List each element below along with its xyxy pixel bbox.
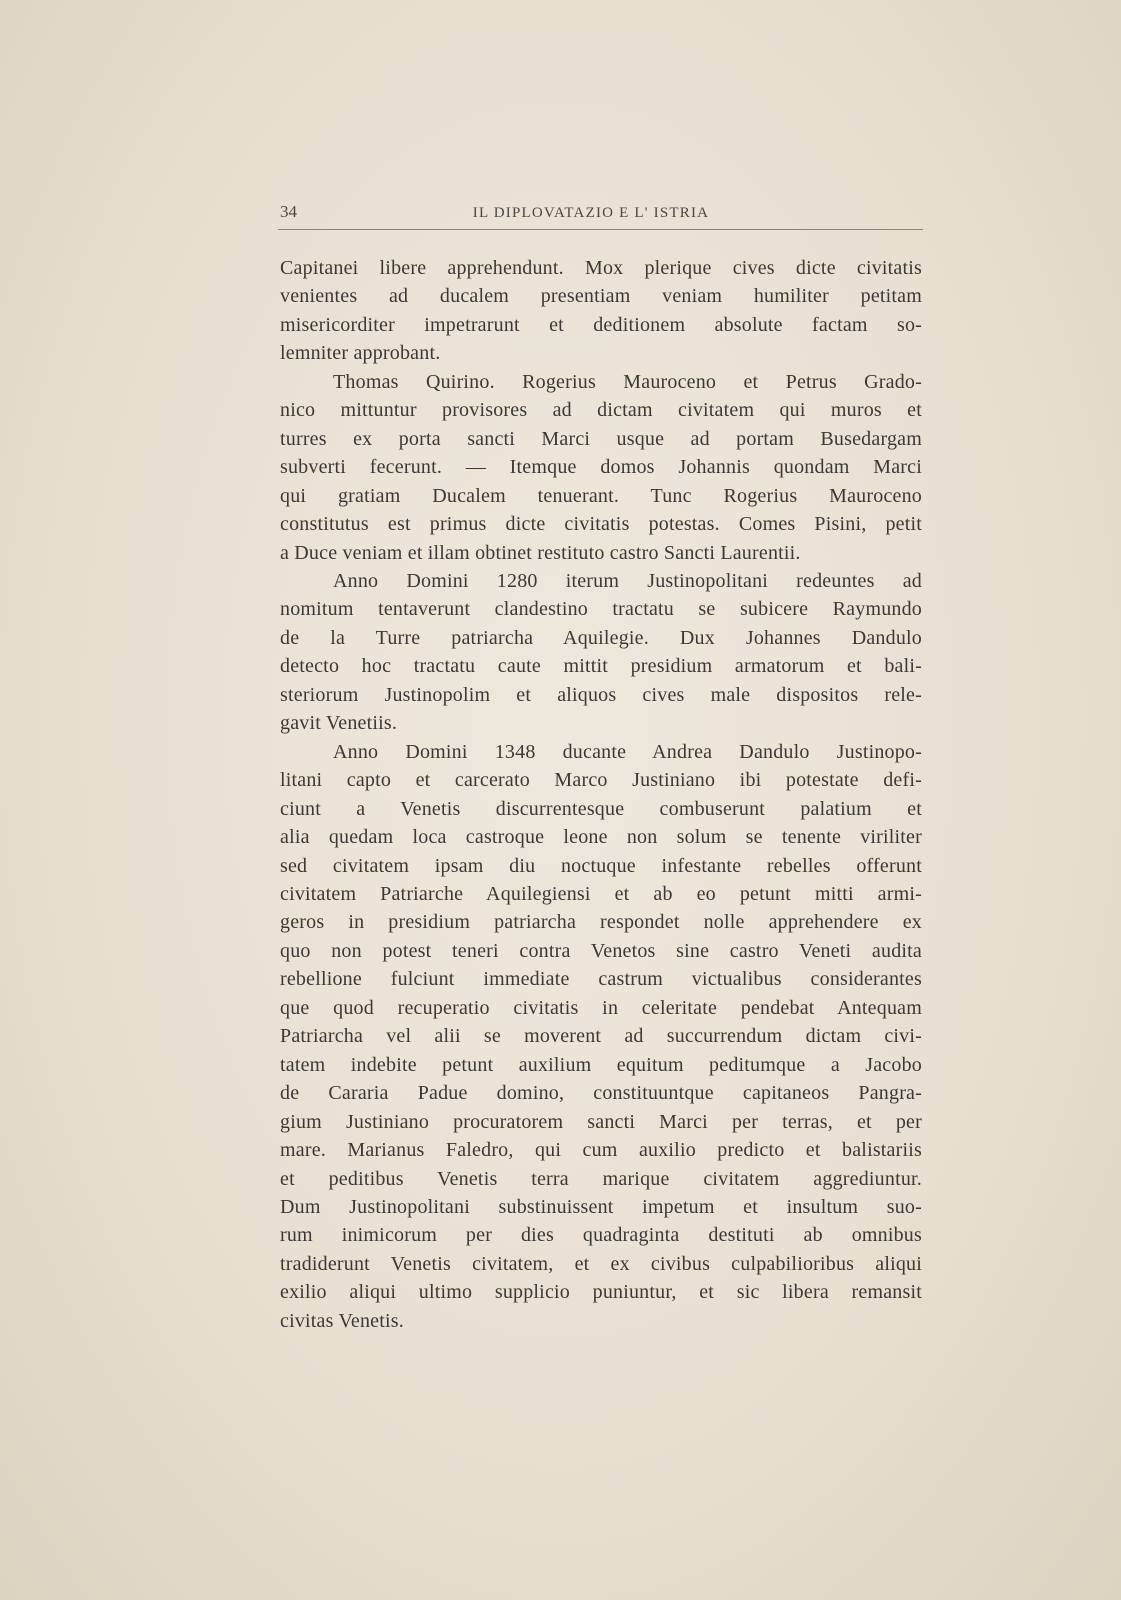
text-line: quo non potest teneri contra Venetos sine castro Veneti audita [280, 939, 922, 962]
text-line: tatem indebite petunt auxilium equitum peditumque a Jacobo [280, 1053, 922, 1076]
text-line: Anno Domini 1348 ducante Andrea Dandulo Justinopo- [333, 740, 922, 763]
paragraph [280, 738, 922, 1336]
text-line: rum inimicorum per dies quadraginta destituti ab omnibus [280, 1224, 922, 1247]
text-line: Patriarcha vel alii se moverent ad succurrendum dictam civi- [280, 1025, 922, 1048]
text-line: litani capto et carcerato Marco Justiniano ibi potestate defi- [280, 769, 922, 792]
text-line: qui gratiam Ducalem tenuerant. Tunc Rogerius Mauroceno [280, 484, 922, 507]
text-line: gium Justiniano procuratorem sancti Marci per terras, et per [280, 1110, 922, 1133]
text-line: misericorditer impetrarunt et deditionem absolute factam so- [280, 313, 922, 336]
text-line: civitatem Patriarche Aquilegiensi et ab eo petunt mitti armi- [280, 882, 922, 905]
text-line: alia quedam loca castroque leone non solum se tenente viriliter [280, 826, 922, 849]
text-line: ciunt a Venetis discurrentesque combuserunt palatium et [280, 797, 922, 820]
running-header [280, 199, 922, 225]
text-line: de la Turre patriarcha Aquilegie. Dux Johannes Dandulo [280, 626, 922, 649]
text-line: Dum Justinopolitani substinuissent impetum et insultum suo- [280, 1195, 922, 1218]
text-line: geros in presidium patriarcha respondet nolle apprehendere ex [280, 911, 922, 934]
text-line: que quod recuperatio civitatis in celeritate pendebat Antequam [280, 996, 922, 1019]
text-line: civitas Venetis. [280, 1309, 404, 1332]
text-line: nomitum tentaverunt clandestino tractatu se subicere Raymundo [280, 598, 922, 621]
text-line: turres ex porta sancti Marci usque ad portam Busedargam [280, 427, 922, 450]
page-number: 34 [280, 202, 297, 221]
running-title: IL DIPLOVATAZIO E L' ISTRIA [472, 205, 710, 221]
paragraph [280, 567, 922, 738]
text-line: lemniter approbant. [280, 342, 441, 365]
paragraph [280, 368, 922, 567]
text-line: de Cararia Padue domino, constituuntque capitaneos Pangra- [280, 1082, 922, 1105]
text-line: detecto hoc tractatu caute mittit presidium armatorum et bali- [280, 655, 922, 678]
text-line: et peditibus Venetis terra marique civitatem aggrediuntur. [280, 1167, 922, 1190]
text-line: Thomas Quirino. Rogerius Mauroceno et Petrus Grado- [333, 370, 922, 393]
text-line: mare. Marianus Faledro, qui cum auxilio predicto et balistariis [280, 1139, 922, 1162]
text-line: rebellione fulciunt immediate castrum victualibus considerantes [280, 968, 922, 991]
text-line: nico mittuntur provisores ad dictam civitatem qui muros et [280, 399, 922, 422]
text-line: exilio aliqui ultimo supplicio puniuntur, et sic libera remansit [280, 1281, 922, 1304]
text-line: Capitanei libere apprehendunt. Mox plerique cives dicte civitatis [280, 257, 922, 279]
text-line: Anno Domini 1280 iterum Justinopolitani redeuntes ad [333, 569, 922, 592]
header-rule [278, 229, 923, 230]
text-line: constitutus est primus dicte civitatis potestas. Comes Pisini, petit [280, 513, 922, 536]
text-line: sed civitatem ipsam diu noctuque infestante rebelles offerunt [280, 854, 922, 877]
text-line: a Duce veniam et illam obtinet restituto castro Sancti Laurentii. [280, 541, 801, 564]
body-text [280, 254, 922, 1335]
text-line: subverti fecerunt. — Itemque domos Johannis quondam Marci [280, 456, 922, 479]
text-line: tradiderunt Venetis civitatem, et ex civibus culpabilioribus aliqui [280, 1252, 922, 1275]
text-line: venientes ad ducalem presentiam veniam humiliter petitam [280, 285, 922, 308]
paragraph [280, 254, 922, 368]
text-line: steriorum Justinopolim et aliquos cives male dispositos rele- [280, 683, 922, 706]
text-line: gavit Venetiis. [280, 712, 398, 735]
